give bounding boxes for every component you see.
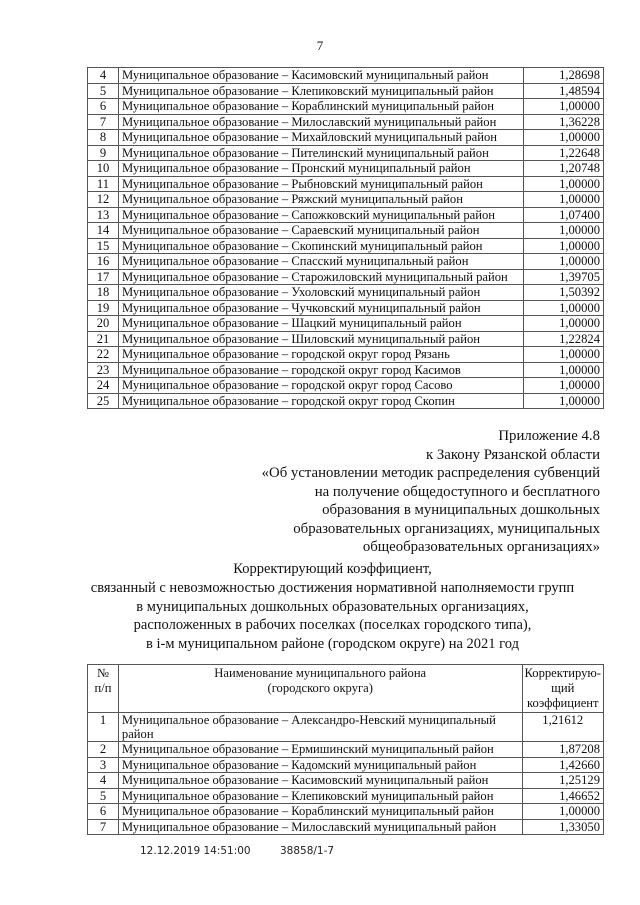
title-line: расположенных в рабочих поселках (поселках городского типа), bbox=[133, 617, 532, 634]
table-row bbox=[88, 331, 604, 347]
row-coefficient: 1,00000 bbox=[524, 99, 604, 115]
row-coefficient: 1,22824 bbox=[524, 331, 604, 347]
table-row bbox=[88, 819, 604, 835]
table-row bbox=[88, 742, 604, 758]
row-name: Муниципальное образование – Старожиловский муниципальный район bbox=[119, 269, 524, 285]
table-row bbox=[88, 114, 604, 130]
table-row bbox=[88, 804, 604, 820]
header-coefficient: Корректирую- щий коэффициент bbox=[522, 665, 603, 713]
row-coefficient: 1,20748 bbox=[524, 161, 604, 177]
title-line: связанный с невозможностью достижения нормативной наполняемости групп bbox=[90, 579, 575, 596]
row-number: 24 bbox=[88, 378, 119, 394]
row-coefficient: 1,39705 bbox=[524, 269, 604, 285]
table-row bbox=[88, 757, 604, 773]
row-name: Муниципальное образование – Рыбновский муниципальный район bbox=[119, 176, 524, 192]
table-row bbox=[88, 254, 604, 270]
table-row bbox=[88, 285, 604, 301]
row-name: Муниципальное образование – Шацкий муниципальный район bbox=[119, 316, 524, 332]
table-row bbox=[88, 83, 604, 99]
row-name: Муниципальное образование – Шиловский муниципальный район bbox=[119, 331, 524, 347]
row-coefficient: 1,00000 bbox=[524, 316, 604, 332]
table-row bbox=[88, 99, 604, 115]
row-name: Муниципальное образование – городской округ город Рязань bbox=[119, 347, 524, 363]
table-row bbox=[88, 145, 604, 161]
row-coefficient: 1,00000 bbox=[524, 347, 604, 363]
row-number: 7 bbox=[88, 819, 119, 835]
row-coefficient: 1,33050 bbox=[522, 819, 603, 835]
row-coefficient: 1,00000 bbox=[524, 223, 604, 239]
row-coefficient: 1,00000 bbox=[524, 393, 604, 409]
table-row bbox=[88, 347, 604, 363]
row-number: 3 bbox=[88, 757, 119, 773]
row-coefficient: 1,25129 bbox=[522, 773, 603, 789]
row-number: 7 bbox=[88, 114, 119, 130]
row-number: 2 bbox=[88, 742, 119, 758]
row-coefficient: 1,07400 bbox=[524, 207, 604, 223]
table-row bbox=[88, 788, 604, 804]
appendix-line: на получение общедоступного и бесплатного bbox=[314, 483, 600, 500]
row-name: Муниципальное образование – Пронский муниципальный район bbox=[119, 161, 524, 177]
table-row bbox=[88, 207, 604, 223]
row-coefficient: 1,50392 bbox=[524, 285, 604, 301]
table-row bbox=[88, 68, 604, 84]
table-row bbox=[88, 238, 604, 254]
footer-timestamp: 12.12.2019 14:51:00 bbox=[140, 845, 251, 857]
row-coefficient: 1,22648 bbox=[524, 145, 604, 161]
row-coefficient: 1,00000 bbox=[524, 378, 604, 394]
header-number: № п/п bbox=[88, 665, 119, 713]
row-coefficient: 1,28698 bbox=[524, 68, 604, 84]
table-row bbox=[88, 316, 604, 332]
row-name: Муниципальное образование – Ряжский муниципальный район bbox=[119, 192, 524, 208]
row-name: Муниципальное образование – городской округ город Касимов bbox=[119, 362, 524, 378]
row-number: 23 bbox=[88, 362, 119, 378]
row-coefficient: 1,87208 bbox=[522, 742, 603, 758]
title-line: в муниципальных дошкольных образовательных организациях, bbox=[136, 598, 529, 615]
appendix-line: общеобразовательных организациях» bbox=[362, 539, 600, 555]
header-name: Наименование муниципального района (городского округа) bbox=[118, 665, 522, 713]
row-coefficient: 1,00000 bbox=[524, 362, 604, 378]
row-number: 21 bbox=[88, 331, 119, 347]
row-coefficient: 1,00000 bbox=[524, 254, 604, 270]
row-number: 4 bbox=[88, 68, 119, 84]
table-header-row bbox=[88, 665, 604, 713]
row-name: Муниципальное образование – Кораблинский муниципальный район bbox=[119, 99, 524, 115]
row-name: Муниципальное образование – городской округ город Сасово bbox=[119, 378, 524, 394]
page-number: 7 bbox=[316, 38, 324, 53]
row-name: Муниципальное образование – Клепиковский муниципальный район bbox=[119, 83, 524, 99]
row-coefficient: 1,00000 bbox=[524, 192, 604, 208]
row-number: 19 bbox=[88, 300, 119, 316]
row-number: 5 bbox=[88, 83, 119, 99]
row-number: 22 bbox=[88, 347, 119, 363]
table-row bbox=[88, 713, 604, 742]
footer-doc-id: 38858/1-7 bbox=[279, 845, 335, 857]
table-row bbox=[88, 362, 604, 378]
row-number: 11 bbox=[88, 176, 119, 192]
row-number: 4 bbox=[88, 773, 119, 789]
row-name: Муниципальное образование – Милославский муниципальный район bbox=[119, 114, 524, 130]
row-coefficient: 1,36228 bbox=[524, 114, 604, 130]
row-name: Муниципальное образование – Милославский муниципальный район bbox=[118, 819, 522, 835]
appendix-line: образования в муниципальных дошкольных bbox=[322, 502, 600, 518]
coefficient-table-continued bbox=[87, 67, 604, 409]
row-name: Муниципальное образование – Сапожковский муниципальный район bbox=[119, 207, 524, 223]
row-name: Муниципальное образование – Сараевский муниципальный район bbox=[119, 223, 524, 239]
table-row bbox=[88, 300, 604, 316]
row-number: 6 bbox=[88, 804, 119, 820]
row-name: Муниципальное образование – Касимовский муниципальный район bbox=[118, 773, 522, 789]
row-name: Муниципальное образование – Михайловский муниципальный район bbox=[119, 130, 524, 146]
table-row bbox=[88, 378, 604, 394]
footer bbox=[140, 845, 360, 857]
title-line: Корректирующий коэффициент, bbox=[233, 561, 432, 577]
row-number: 25 bbox=[88, 393, 119, 409]
row-coefficient: 1,00000 bbox=[524, 238, 604, 254]
row-number: 9 bbox=[88, 145, 119, 161]
document-title bbox=[60, 560, 605, 654]
appendix-line: «Об установлении методик распределения субвенций bbox=[261, 465, 600, 481]
table-row bbox=[88, 773, 604, 789]
row-name: Муниципальное образование – Ермишинский муниципальный район bbox=[118, 742, 522, 758]
table-row bbox=[88, 192, 604, 208]
row-coefficient: 1,21612 bbox=[522, 713, 603, 742]
row-coefficient: 1,48594 bbox=[524, 83, 604, 99]
row-number: 14 bbox=[88, 223, 119, 239]
row-coefficient: 1,42660 bbox=[522, 757, 603, 773]
row-name: Муниципальное образование – Пителинский муниципальный район bbox=[119, 145, 524, 161]
row-coefficient: 1,00000 bbox=[524, 130, 604, 146]
row-number: 16 bbox=[88, 254, 119, 270]
row-coefficient: 1,00000 bbox=[522, 804, 603, 820]
appendix-line: к Закону Рязанской области bbox=[425, 446, 600, 463]
table-row bbox=[88, 393, 604, 409]
row-number: 8 bbox=[88, 130, 119, 146]
row-number: 18 bbox=[88, 285, 119, 301]
table-row bbox=[88, 130, 604, 146]
row-coefficient: 1,00000 bbox=[524, 300, 604, 316]
coefficient-table bbox=[87, 664, 604, 835]
row-name: Муниципальное образование – Касимовский муниципальный район bbox=[119, 68, 524, 84]
row-name: Муниципальное образование – Александро-Невский муниципальный район bbox=[118, 713, 522, 742]
row-number: 20 bbox=[88, 316, 119, 332]
table-row bbox=[88, 176, 604, 192]
table-row bbox=[88, 161, 604, 177]
appendix-line: Приложение 4.8 bbox=[498, 428, 600, 444]
row-number: 5 bbox=[88, 788, 119, 804]
title-line: в i-м муниципальном районе (городском округе) на 2021 год bbox=[146, 636, 519, 653]
appendix-header bbox=[180, 427, 600, 557]
row-name: Муниципальное образование – Скопинский муниципальный район bbox=[119, 238, 524, 254]
row-number: 6 bbox=[88, 99, 119, 115]
row-name: Муниципальное образование – Чучковский муниципальный район bbox=[119, 300, 524, 316]
table-row bbox=[88, 223, 604, 239]
row-name: Муниципальное образование – Клепиковский муниципальный район bbox=[118, 788, 522, 804]
row-coefficient: 1,00000 bbox=[524, 176, 604, 192]
row-name: Муниципальное образование – Кораблинский муниципальный район bbox=[118, 804, 522, 820]
appendix-line: образовательных организациях, муниципальных bbox=[293, 520, 600, 537]
row-coefficient: 1,46652 bbox=[522, 788, 603, 804]
row-number: 17 bbox=[88, 269, 119, 285]
row-name: Муниципальное образование – Ухоловский муниципальный район bbox=[119, 285, 524, 301]
table-row bbox=[88, 269, 604, 285]
row-name: Муниципальное образование – Спасский муниципальный район bbox=[119, 254, 524, 270]
row-name: Муниципальное образование – городской округ город Скопин bbox=[119, 393, 524, 409]
row-number: 15 bbox=[88, 238, 119, 254]
row-number: 1 bbox=[88, 713, 119, 742]
row-number: 12 bbox=[88, 192, 119, 208]
row-number: 10 bbox=[88, 161, 119, 177]
row-name: Муниципальное образование – Кадомский муниципальный район bbox=[118, 757, 522, 773]
row-number: 13 bbox=[88, 207, 119, 223]
